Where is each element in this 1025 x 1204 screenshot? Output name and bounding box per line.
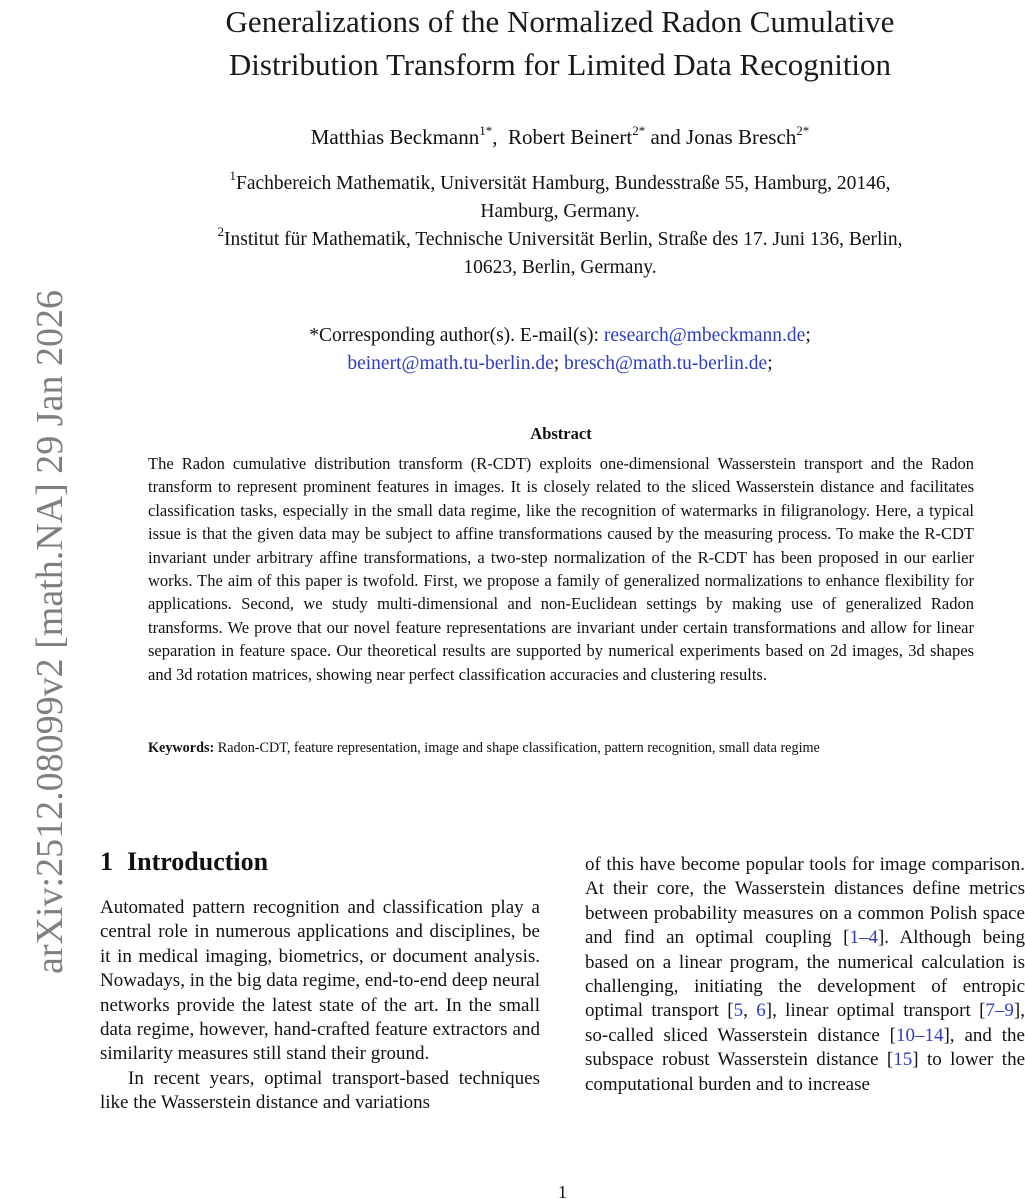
affiliation-line: Institut für Mathematik, Technische Universität Berlin, Straße des 17. Juni 136, Berlin, — [224, 229, 903, 250]
affiliation-number: 1 — [229, 168, 236, 183]
section-number: 1 — [100, 847, 113, 876]
author-name: Robert Beinert — [508, 125, 633, 149]
text-run: ], and the subspace robust Wasserstein distance [ — [585, 1024, 1025, 1071]
email-link-beinert[interactable]: beinert@math.tu-berlin.de — [347, 353, 554, 374]
author-affiliation-mark: 2* — [632, 123, 646, 138]
corresponding-label: *Corresponding author(s). E-mail(s): — [309, 325, 604, 346]
citation-link[interactable]: 7–9 — [985, 1000, 1014, 1022]
author-name: Matthias Beckmann — [310, 125, 480, 149]
abstract-heading: Abstract — [530, 424, 592, 443]
text-run: of this have become popular tools for image comparison. At their core, the Wasserstein distances define metrics between probability measures on a common Polish space and find an optimal coupling [ — [585, 854, 1025, 949]
intro-paragraph-continued — [585, 853, 1025, 1097]
paper-title — [60, 0, 1025, 86]
affiliation-1 — [60, 162, 1025, 226]
keywords-text: Radon-CDT, feature representation, image and shape classification, pattern recognition, small data regime — [217, 740, 820, 756]
intro-column-right — [585, 853, 1025, 1097]
text-run: ] to lower the computational burden and to increase — [585, 1049, 1025, 1095]
intro-paragraph-2: In recent years, optimal transport-based techniques like the Wasserstein distance and variations — [100, 1067, 540, 1114]
email-link-bresch[interactable]: bresch@math.tu-berlin.de — [564, 353, 768, 374]
intro-column-left — [100, 896, 540, 1116]
author-separator: , — [492, 125, 508, 149]
citation-link[interactable]: 10–14 — [895, 1024, 944, 1046]
citation-link[interactable]: 1–4 — [849, 927, 878, 949]
corresponding-authors: *Corresponding author(s). E-mail(s): research@mbeckmann.de; beinert@math.tu-berlin.de; bresch@math.tu-berlin.de; — [309, 325, 811, 374]
text-run: ], so-called sliced Wasserstein distance [ — [585, 1000, 1025, 1046]
arxiv-identifier: arXiv:2512.08099v2 [math.NA] 29 Jan 2026 — [29, 290, 71, 974]
section-heading — [100, 844, 540, 880]
author-name: Jonas Bresch — [686, 125, 797, 149]
author-affiliation-mark: 1* — [479, 123, 493, 138]
citation-link[interactable]: 6 — [756, 1000, 766, 1022]
text-run: ], linear optimal transport [ — [765, 1000, 986, 1022]
intro-paragraph-1: Automated pattern recognition and classification play a central role in numerous applications and disciplines, be it in medical imaging, biometrics, or document analysis. Nowadays, in the big data regime, end-to-end deep neural networks provide the latest state of the art. In the small data regime, however, hand-crafted feature extractors and similarity measures still stand their ground. — [100, 897, 541, 1065]
citation-link[interactable]: 15 — [893, 1049, 913, 1071]
author-affiliation-mark: 2* — [796, 123, 810, 138]
keywords — [148, 738, 974, 759]
section-title: Introduction — [127, 847, 269, 876]
abstract-text: The Radon cumulative distribution transform (R-CDT) exploits one-dimensional Wasserstein transport and the Radon transform to represent prominent features in images. It is closely related to the sliced Wasserstein distance and facilitates classification tasks, especially in the small data regime, like the recognition of watermarks in filigranology. Here, a typical issue is that the given data may be subject to affine transformations caused by the measuring process. To make the R-CDT invariant under arbitrary affine transformations, a two-step normalization of the R-CDT has been proposed in our earlier works. The aim of this paper is twofold. First, we propose a family of generalized normalizations to enhance flexibility for applications. Second, we study multi-dimensional and non-Euclidean settings by making use of generalized Radon transforms. We prove that our novel feature representations are invariant under certain transformations and allow for linear separation in feature space. Our theoretical results are supported by numerical experiments based on 2d images, 3d shapes and 3d rotation matrices, showing near perfect classification accuracies and clustering results. — [148, 454, 974, 684]
affiliation-line: Fachbereich Mathematik, Universität Hamburg, Bundesstraße 55, Hamburg, 20146, — [235, 173, 891, 194]
affiliation-line: Hamburg, Germany. — [480, 201, 640, 222]
email-link-beckmann[interactable]: research@mbeckmann.de — [603, 325, 806, 346]
keywords-label: Keywords: — [148, 740, 215, 756]
affiliation-2 — [60, 218, 1025, 282]
citation-link[interactable]: 5 — [733, 1000, 744, 1022]
text-run: , — [743, 1000, 757, 1022]
affiliation-line: 10623, Berlin, Germany. — [463, 257, 657, 278]
title-line-2: Distribution Transform for Limited Data Recognition — [228, 47, 892, 82]
author-list — [60, 116, 1025, 152]
page-number: 1 — [558, 1182, 567, 1202]
author-separator: and — [645, 125, 687, 149]
text-run: ]. Although being based on a linear program, the numerical calculation is challenging, initiating the development of entropic optimal transport [ — [585, 927, 1025, 1022]
affiliation-number: 2 — [217, 224, 224, 239]
title-line-1: Generalizations of the Normalized Radon Cumulative — [225, 4, 895, 39]
